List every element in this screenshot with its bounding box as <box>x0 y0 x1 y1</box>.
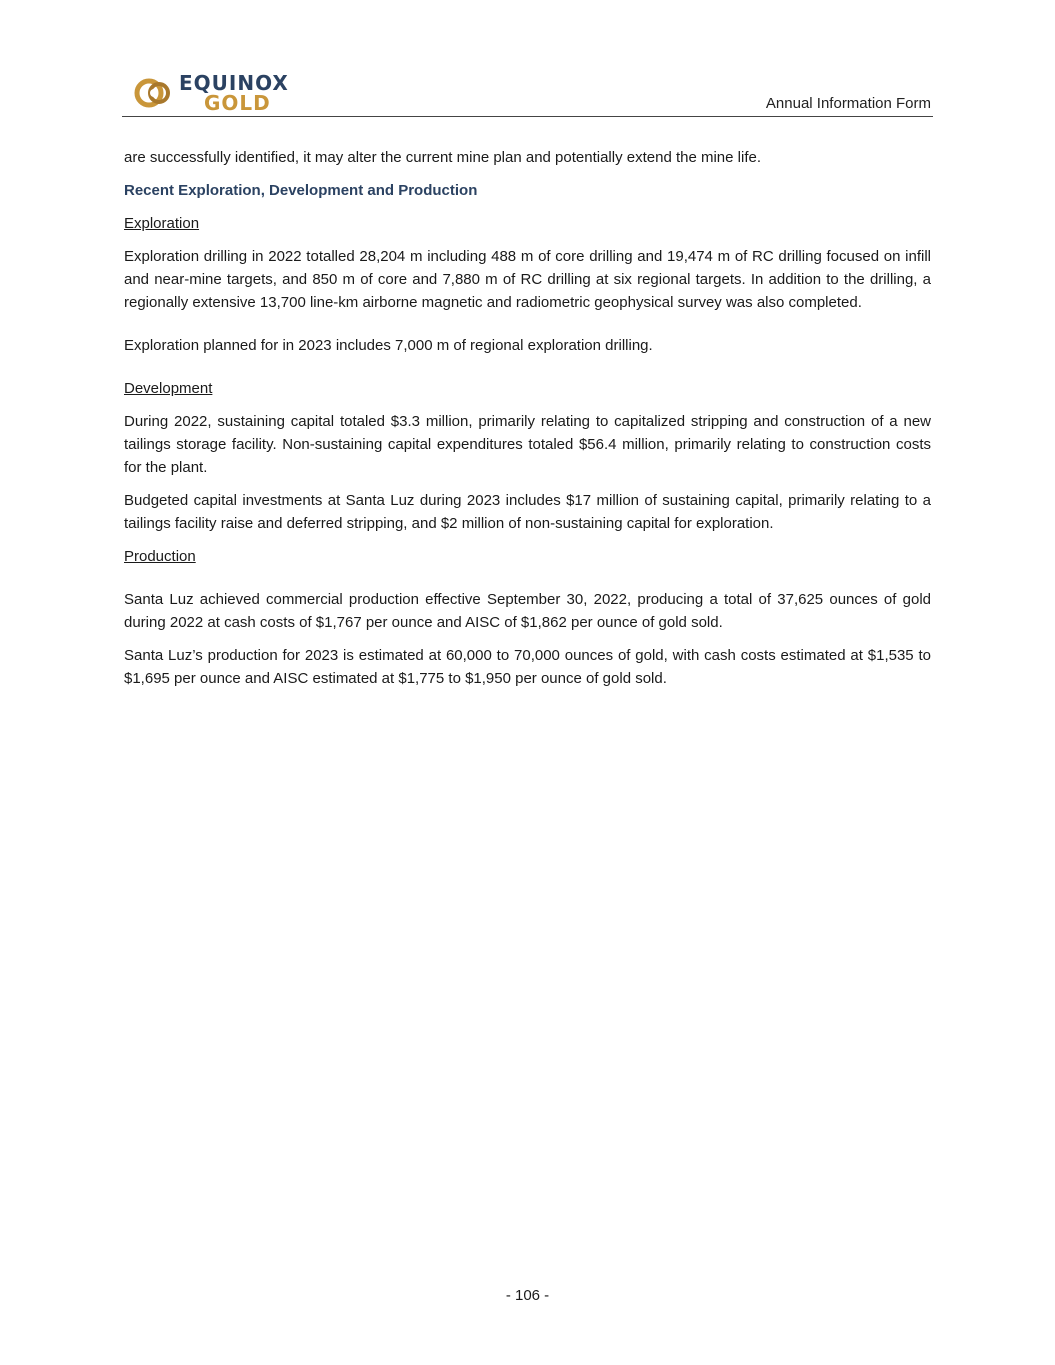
exploration-heading: Exploration <box>124 215 200 232</box>
exploration-paragraph-1: Exploration drilling in 2022 totalled 28,204 m including 488 m of core drilling and 19,474 m of RC drilling focused on infill and near-mine targets, and 850 m of core and 7,880 m of RC drilling at six regional targets. In addition to the drilling, a regionally extensive 13,700 line-km airborne magnetic and radiometric geophysical survey was also completed. <box>124 248 931 311</box>
section-heading: Recent Exploration, Development and Production <box>124 182 478 199</box>
intro-paragraph: are successfully identified, it may alter the current mine plan and potentially extend the mine life. <box>124 149 762 166</box>
production-paragraph-2: Santa Luz’s production for 2023 is estimated at 60,000 to 70,000 ounces of gold, with cash costs estimated at $1,535 to $1,695 per ounce and AISC estimated at $1,775 to $1,950 per ounce of gold sold. <box>124 647 931 687</box>
development-paragraph-1: During 2022, sustaining capital totaled $3.3 million, primarily relating to capitalized stripping and construction of a new tailings storage facility. Non-sustaining capital expenditures totaled $56.4 million, primarily relating to construction costs for the plant. <box>124 413 931 476</box>
production-paragraph-1: Santa Luz achieved commercial production effective September 30, 2022, producing a total of 37,625 ounces of gold during 2022 at cash costs of $1,767 per ounce and AISC of $1,862 per ounce of gold sold. <box>124 591 931 631</box>
spacer <box>124 578 931 588</box>
logo-text-equinox: EQUINOX <box>179 71 289 95</box>
production-heading: Production <box>124 548 196 565</box>
development-paragraph-2: Budgeted capital investments at Santa Luz during 2023 includes $17 million of sustaining capital, primarily relating to a tailings facility raise and deferred stripping, and $2 million of non-sustaining capital for exploration. <box>124 492 931 532</box>
page-body <box>124 146 931 700</box>
equinox-gold-logo <box>132 71 302 115</box>
spacer <box>124 367 931 377</box>
exploration-paragraph-2: Exploration planned for in 2023 includes 7,000 m of regional exploration drilling. <box>124 337 653 354</box>
logo-mark-icon <box>132 71 176 115</box>
development-heading: Development <box>124 380 213 397</box>
page-header <box>122 68 933 117</box>
spacer <box>124 324 931 334</box>
page-number: - 106 - <box>505 1287 550 1304</box>
document-title: Annual Information Form <box>765 95 931 112</box>
logo-text-gold: GOLD <box>204 91 271 115</box>
